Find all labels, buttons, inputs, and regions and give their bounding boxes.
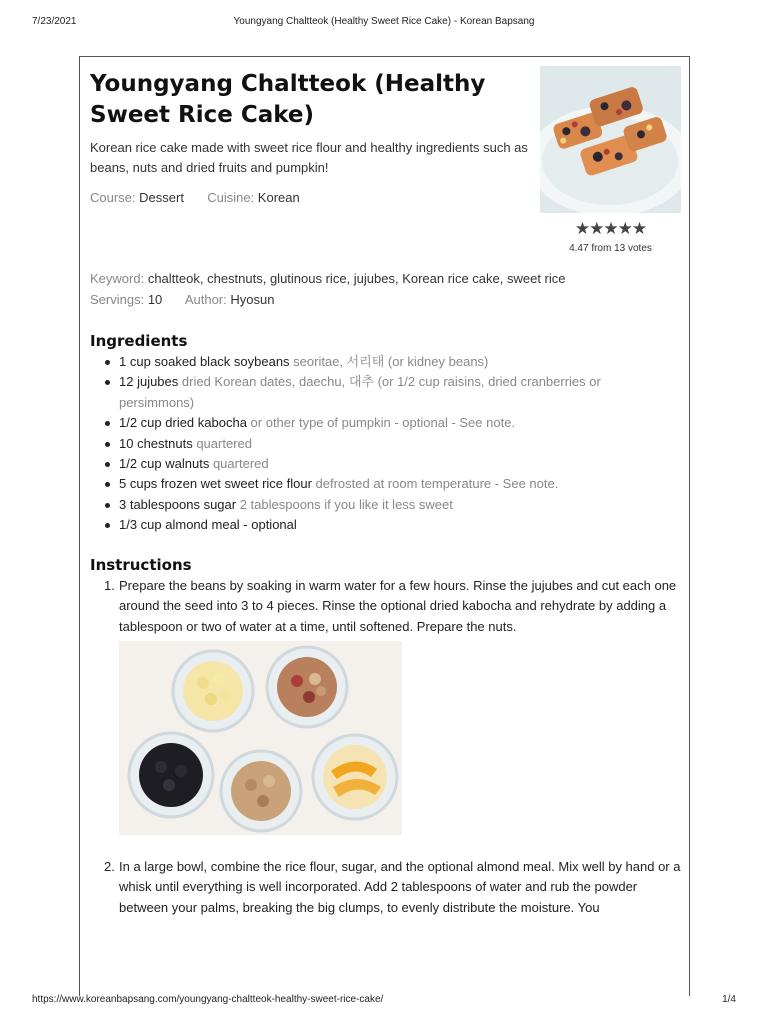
step-number: 2. (104, 859, 115, 874)
instruction-step-2 (104, 857, 684, 918)
cuisine-label: Cuisine: (207, 190, 255, 205)
list-item: 5 cups frozen wet sweet rice flour defrosted at room temperature - See note. (90, 474, 650, 494)
cuisine-value: Korean (257, 190, 300, 205)
instruction-step-1 (104, 576, 684, 637)
servings-author-line (90, 291, 274, 309)
recipe-title: Youngyang Chaltteok (Healthy Sweet Rice Cake) (90, 71, 486, 128)
list-item: 1/2 cup walnuts quartered (90, 454, 650, 474)
author-label: Author: (184, 292, 227, 307)
rice-cake-plate-illustration (540, 66, 681, 213)
keyword-line (90, 270, 566, 288)
recipe-hero-image (540, 66, 681, 213)
servings-value: 10 (147, 292, 163, 307)
recipe-summary: Korean rice cake made with sweet rice flour and healthy ingredients such as beans, nuts and dried fruits and pumpkin! (90, 140, 528, 175)
course-value: Dessert (139, 190, 184, 205)
list-item: 1/3 cup almond meal - optional (90, 515, 650, 535)
print-date: 7/23/2021 (32, 16, 77, 27)
print-url[interactable]: https://www.koreanbapsang.com/youngyang-chaltteok-healthy-sweet-rice-cake/ (32, 994, 384, 1005)
list-item: 1 cup soaked black soybeans seoritae, 서리태 (or kidney beans) (90, 352, 650, 372)
list-item: 3 tablespoons sugar 2 tablespoons if you like it less sweet (90, 495, 650, 515)
course-cuisine-line (90, 189, 300, 207)
rating-votes: 4.47 from 13 votes (569, 243, 652, 254)
print-footer (0, 994, 768, 1010)
list-item: 10 chestnuts quartered (90, 434, 650, 454)
print-header (0, 16, 768, 32)
list-item: 1/2 cup dried kabocha or other type of pumpkin - optional - See note. (90, 413, 650, 433)
keyword-values: chaltteok, chestnuts, glutinous rice, jujubes, Korean rice cake, sweet rice (147, 271, 566, 286)
list-item: 12 jujubes dried Korean dates, daechu, 대추 (or 1/2 cup raisins, dried cranberries or persimmons) (90, 372, 650, 413)
print-title: Youngyang Chaltteok (Healthy Sweet Rice Cake) - Korean Bapsang (233, 16, 535, 27)
step-text: In a large bowl, combine the rice flour, sugar, and the optional almond meal. Mix well by hand or a whisk until everything is well incorporated. Add 2 tablespoons of water and rub the powder between your palms, breaking the big clumps, to evenly distribute the moisture. You (119, 859, 681, 915)
author-value: Hyosun (230, 292, 275, 307)
ingredients-list (90, 352, 650, 536)
ingredients-bowls-image (119, 641, 402, 835)
keyword-label: Keyword: (90, 271, 145, 286)
step-text: Prepare the beans by soaking in warm water for a few hours. Rinse the jujubes and cut each one around the seed into 3 to 4 pieces. Rinse the optional dried kabocha and rehydrate by adding a tablespoon or two of water at a time, until softened. Prepare the nuts. (119, 578, 677, 634)
course-label: Course: (90, 190, 136, 205)
rating-stars[interactable]: ★★★★★ (574, 219, 647, 238)
page-number: 1/4 (722, 994, 736, 1005)
instructions-heading: Instructions (90, 556, 192, 574)
step-number: 1. (104, 578, 115, 593)
ingredients-heading: Ingredients (90, 332, 188, 350)
servings-label: Servings: (90, 292, 145, 307)
bowls-illustration (119, 641, 402, 835)
